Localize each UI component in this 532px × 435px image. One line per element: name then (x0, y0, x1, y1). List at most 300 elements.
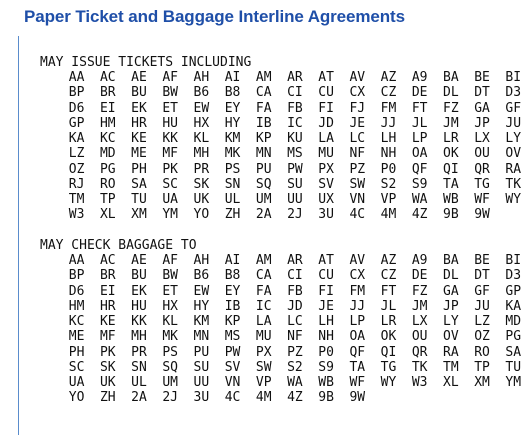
airline-code: SU (193, 359, 210, 375)
airline-code: KL (193, 131, 210, 146)
airline-code: RO (474, 344, 490, 360)
airline-code: FB (287, 100, 303, 116)
airline-code: XM (474, 375, 490, 390)
airline-code: JE (349, 115, 366, 131)
airline-code: OZ (474, 329, 490, 345)
airline-code: MD (505, 314, 522, 329)
airline-code: 4C (224, 390, 241, 406)
airline-code: HU (162, 115, 178, 131)
airline-code: LP (349, 314, 366, 329)
airline-code: HX (193, 115, 210, 131)
airline-code: NH (380, 146, 397, 162)
airline-code: LY (505, 131, 522, 146)
airline-code: KA (68, 131, 85, 146)
airline-code: DL (443, 85, 459, 101)
airline-code: SW (255, 359, 272, 375)
airline-code: IB (224, 298, 241, 314)
airline-code: MF (99, 329, 116, 345)
airline-code: B8 (224, 268, 241, 284)
airline-code: S9 (318, 359, 334, 375)
tickets-airline-code-grid (61, 70, 529, 223)
airline-code: PX (318, 161, 334, 177)
airline-code: FT (411, 100, 428, 116)
airline-code: YO (193, 207, 210, 223)
airline-code: AI (224, 70, 241, 85)
airline-code: LR (380, 314, 397, 329)
airline-code: LZ (68, 146, 85, 162)
airline-code: RO (99, 176, 116, 192)
airline-code: PS (224, 161, 241, 177)
airline-code: FA (255, 283, 272, 299)
airline-code: HR (131, 115, 147, 131)
airline-code: EW (193, 100, 210, 116)
airline-code: LC (349, 131, 366, 146)
airline-code: OK (443, 146, 459, 162)
airline-code: RA (443, 344, 459, 360)
airline-code: CZ (380, 268, 397, 284)
airline-code: RJ (68, 176, 85, 192)
airline-code: SV (318, 176, 334, 192)
airline-code: LA (255, 314, 272, 329)
airline-code: JE (318, 298, 334, 314)
airline-code: B6 (193, 268, 210, 284)
airline-code: HU (131, 298, 147, 314)
airline-code: FI (318, 100, 334, 116)
airline-code: 4Z (411, 207, 428, 223)
airline-code: CZ (380, 85, 397, 101)
airline-code: BW (162, 85, 178, 101)
airline-code: WA (411, 192, 428, 207)
airline-code: AV (349, 70, 366, 85)
airline-code: KM (193, 314, 210, 329)
airline-code: QI (380, 344, 397, 360)
airline-code: FM (380, 100, 397, 116)
airline-code: XM (131, 207, 147, 223)
airline-code: LX (411, 314, 428, 329)
airline-code: FB (287, 283, 303, 299)
airline-code: NF (287, 329, 303, 345)
airline-code: DE (411, 85, 428, 101)
airline-code: BU (131, 85, 147, 101)
airline-code: KK (162, 131, 178, 146)
airline-code: 2J (287, 207, 303, 223)
airline-code: IB (255, 115, 272, 131)
airline-code: IC (287, 115, 303, 131)
airline-code: 3U (318, 207, 334, 223)
airline-code: LZ (474, 314, 490, 329)
airline-code: FI (318, 283, 334, 299)
airline-code: EY (224, 283, 241, 299)
airline-code: LP (411, 131, 428, 146)
airline-code: UK (99, 375, 116, 390)
airline-code: GP (68, 115, 85, 131)
airline-code: SV (224, 359, 241, 375)
airline-code: D3 (505, 268, 522, 284)
airline-code: 2A (255, 207, 272, 223)
airline-code: TM (443, 359, 459, 375)
airline-code: MH (193, 146, 210, 162)
airline-code: TK (505, 176, 522, 192)
airline-code: KC (68, 314, 85, 329)
airline-code: SQ (162, 359, 178, 375)
airline-code: S2 (380, 176, 397, 192)
airline-code: BW (162, 268, 178, 284)
airline-code: QF (349, 344, 366, 360)
airline-code: SA (131, 176, 147, 192)
airline-code: WA (287, 375, 303, 390)
airline-code: TU (131, 192, 147, 207)
airline-code: GP (505, 283, 522, 299)
airline-code: AE (131, 253, 147, 268)
airline-code: UU (287, 192, 303, 207)
airline-code: SN (224, 176, 241, 192)
airline-code: S2 (287, 359, 303, 375)
airline-code: ZH (224, 207, 241, 223)
airline-code: PR (131, 344, 147, 360)
airline-code: 2J (162, 390, 178, 406)
airline-code: 9W (474, 207, 490, 223)
airline-code: PR (193, 161, 210, 177)
airline-code: B8 (224, 85, 241, 101)
airline-code: A9 (411, 70, 428, 85)
airline-code: QF (411, 161, 428, 177)
airline-code: P0 (380, 161, 397, 177)
airline-code: JJ (349, 298, 366, 314)
airline-code: TU (505, 359, 522, 375)
airline-code: 9B (443, 207, 459, 223)
airline-code: PW (287, 161, 303, 177)
airline-code: KA (505, 298, 522, 314)
airline-code: B6 (193, 85, 210, 101)
airline-code: NF (349, 146, 366, 162)
airline-code: CU (318, 85, 334, 101)
airline-code: AF (162, 70, 178, 85)
airline-code: EY (224, 100, 241, 116)
airline-code: UK (193, 192, 210, 207)
airline-code: EK (131, 283, 147, 299)
airline-code: MH (131, 329, 147, 345)
airline-code: KU (287, 131, 303, 146)
airline-code: VN (224, 375, 241, 390)
airline-code: XL (99, 207, 116, 223)
airline-code: BR (99, 268, 116, 284)
airline-code: UM (255, 192, 272, 207)
airline-code: HM (99, 115, 116, 131)
airline-code: UX (318, 192, 334, 207)
airline-code: KM (224, 131, 241, 146)
airline-code: UA (68, 375, 85, 390)
airline-code: IC (255, 298, 272, 314)
airline-code: QR (411, 344, 428, 360)
airline-code: JL (380, 298, 397, 314)
airline-code: UL (224, 192, 241, 207)
airline-code: AC (99, 253, 116, 268)
airline-code: FJ (349, 100, 366, 116)
airline-code: PS (162, 344, 178, 360)
airline-code: FT (380, 283, 397, 299)
airline-code: OK (380, 329, 397, 345)
airline-code: AZ (380, 253, 397, 268)
airline-code: HR (99, 298, 116, 314)
airline-code: 4M (255, 390, 272, 406)
airline-code: PH (68, 344, 85, 360)
airline-code: FZ (443, 100, 459, 116)
airline-code: BP (68, 85, 85, 101)
airline-code: EW (193, 283, 210, 299)
airline-code: CX (349, 268, 366, 284)
airline-code: OV (505, 146, 522, 162)
airline-code: KE (99, 314, 116, 329)
airline-code: PZ (287, 344, 303, 360)
airline-code: CU (318, 268, 334, 284)
airline-code: ZH (99, 390, 116, 406)
airline-code: GF (474, 283, 490, 299)
left-border-line (18, 36, 19, 435)
airline-code: AR (287, 253, 303, 268)
airline-code: MN (255, 146, 272, 162)
airline-code: AT (318, 253, 334, 268)
airline-code: LA (318, 131, 334, 146)
airline-code: QI (443, 161, 459, 177)
tickets-section-heading: MAY ISSUE TICKETS INCLUDING (40, 55, 252, 70)
airline-code: OA (411, 146, 428, 162)
airline-code: NH (318, 329, 334, 345)
airline-code: AT (318, 70, 334, 85)
airline-code: PU (193, 344, 210, 360)
airline-code: PK (162, 161, 178, 177)
airline-code: UU (193, 375, 210, 390)
airline-code: SC (68, 359, 85, 375)
airline-code: TK (411, 359, 428, 375)
airline-code: BI (505, 70, 522, 85)
airline-code: VP (255, 375, 272, 390)
airline-code: CI (287, 85, 303, 101)
airline-code: MU (255, 329, 272, 345)
airline-code: PH (131, 161, 147, 177)
airline-code: EK (131, 100, 147, 116)
airline-code: PW (224, 344, 241, 360)
airline-code: RA (505, 161, 522, 177)
airline-code: YM (162, 207, 178, 223)
airline-code: OZ (68, 161, 85, 177)
airline-code: TG (380, 359, 397, 375)
airline-code: ET (162, 100, 178, 116)
airline-code: JD (318, 115, 334, 131)
airline-code: LR (443, 131, 459, 146)
airline-code: HY (193, 298, 210, 314)
airline-code: DT (474, 85, 490, 101)
airline-code: MS (224, 329, 241, 345)
airline-code: WB (318, 375, 334, 390)
airline-code: SC (162, 176, 178, 192)
airline-code: JJ (380, 115, 397, 131)
airline-code: TA (349, 359, 366, 375)
airline-code: PG (99, 161, 116, 177)
airline-code: 9B (318, 390, 334, 406)
airline-code: GA (474, 100, 490, 116)
airline-code: MS (287, 146, 303, 162)
airline-code: XL (443, 375, 459, 390)
airline-code: KC (99, 131, 116, 146)
airline-code: PZ (349, 161, 366, 177)
airline-code: 4C (349, 207, 366, 223)
airline-code: EI (99, 100, 116, 116)
airline-code: QR (474, 161, 490, 177)
airline-code: DE (411, 268, 428, 284)
airline-code: OU (411, 329, 428, 345)
airline-code: LC (287, 314, 303, 329)
airline-code: JM (443, 115, 459, 131)
airline-code: AF (162, 253, 178, 268)
airline-code: JU (474, 298, 490, 314)
airline-code: YO (68, 390, 85, 406)
airline-code: VP (380, 192, 397, 207)
airline-code: KP (255, 131, 272, 146)
airline-code: 4M (380, 207, 397, 223)
airline-code: HY (224, 115, 241, 131)
airline-code: AR (287, 70, 303, 85)
page-title: Paper Ticket and Baggage Interline Agreements (24, 7, 405, 26)
airline-code: SQ (255, 176, 272, 192)
airline-code: 3U (193, 390, 210, 406)
airline-code: KK (131, 314, 147, 329)
airline-code: UA (162, 192, 178, 207)
airline-code: PU (255, 161, 272, 177)
airline-code: JU (505, 115, 522, 131)
airline-code: S9 (411, 176, 428, 192)
airline-code: YM (505, 375, 522, 390)
airline-code: D3 (505, 85, 522, 101)
baggage-airline-code-grid (61, 253, 529, 406)
airline-code: ME (68, 329, 85, 345)
airline-code: AA (68, 70, 85, 85)
airline-code: FM (349, 283, 366, 299)
airline-code: HM (68, 298, 85, 314)
airline-code: TA (443, 176, 459, 192)
airline-code: 4Z (287, 390, 303, 406)
airline-code: PG (505, 329, 522, 345)
airline-code: MF (162, 146, 178, 162)
airline-code: BE (474, 70, 490, 85)
airline-code: MD (99, 146, 116, 162)
airline-code: SK (99, 359, 116, 375)
airline-code: LY (443, 314, 459, 329)
airline-code: BA (443, 253, 459, 268)
airline-code: WF (474, 192, 490, 207)
airline-code: EI (99, 283, 116, 299)
airline-code: SK (193, 176, 210, 192)
airline-code: WY (380, 375, 397, 390)
airline-code: AM (255, 253, 272, 268)
airline-code: GF (505, 100, 522, 116)
airline-code: LH (380, 131, 397, 146)
airline-code: MK (224, 146, 241, 162)
airline-code: WF (349, 375, 366, 390)
airline-code: PX (255, 344, 272, 360)
airline-code: AH (193, 70, 210, 85)
airline-code: UM (162, 375, 178, 390)
airline-code: JP (474, 115, 490, 131)
airline-code: BP (68, 268, 85, 284)
airline-code: LX (474, 131, 490, 146)
airline-code: OV (443, 329, 459, 345)
airline-code: FZ (411, 283, 428, 299)
airline-code: CI (287, 268, 303, 284)
airline-code: VN (349, 192, 366, 207)
airline-code: BA (443, 70, 459, 85)
airline-code: JL (411, 115, 428, 131)
airline-code: BI (505, 253, 522, 268)
airline-code: LH (318, 314, 334, 329)
airline-code: AC (99, 70, 116, 85)
airline-code: FA (255, 100, 272, 116)
airline-code: MN (193, 329, 210, 345)
airline-code: JM (411, 298, 428, 314)
airline-code: AE (131, 70, 147, 85)
airline-code: AH (193, 253, 210, 268)
airline-code: CA (255, 268, 272, 284)
airline-code: GA (443, 283, 459, 299)
airline-code: TP (99, 192, 116, 207)
airline-code: SU (287, 176, 303, 192)
airline-code: ME (131, 146, 147, 162)
airline-code: AM (255, 70, 272, 85)
airline-code: SA (505, 344, 522, 360)
airline-code: CX (349, 85, 366, 101)
airline-code: 9W (349, 390, 366, 406)
airline-code: A9 (411, 253, 428, 268)
airline-code: CA (255, 85, 272, 101)
airline-code: AA (68, 253, 85, 268)
airline-code: PK (99, 344, 116, 360)
airline-code: BR (99, 85, 116, 101)
airline-code: JD (287, 298, 303, 314)
airline-code: BU (131, 268, 147, 284)
airline-code: TM (68, 192, 85, 207)
airline-code: UL (131, 375, 147, 390)
airline-code: DL (443, 268, 459, 284)
airline-code: AI (224, 253, 241, 268)
airline-code: OA (349, 329, 366, 345)
airline-code: KL (162, 314, 178, 329)
airline-code: KE (131, 131, 147, 146)
airline-code: JP (443, 298, 459, 314)
airline-code: KP (224, 314, 241, 329)
airline-code: WB (443, 192, 459, 207)
airline-code: W3 (411, 375, 428, 390)
airline-code: SW (349, 176, 366, 192)
airline-code: MU (318, 146, 334, 162)
airline-code: D6 (68, 100, 85, 116)
airline-code: P0 (318, 344, 334, 360)
baggage-section-heading: MAY CHECK BAGGAGE TO (40, 238, 197, 253)
airline-code: WY (505, 192, 522, 207)
airline-code: MK (162, 329, 178, 345)
airline-code: AV (349, 253, 366, 268)
airline-code: W3 (68, 207, 85, 223)
airline-code: 2A (131, 390, 147, 406)
airline-code: AZ (380, 70, 397, 85)
airline-code: DT (474, 268, 490, 284)
airline-code: TP (474, 359, 490, 375)
airline-code: TG (474, 176, 490, 192)
airline-code: D6 (68, 283, 85, 299)
airline-code: BE (474, 253, 490, 268)
airline-code: OU (474, 146, 490, 162)
airline-code: HX (162, 298, 178, 314)
airline-code: SN (131, 359, 147, 375)
airline-code: ET (162, 283, 178, 299)
